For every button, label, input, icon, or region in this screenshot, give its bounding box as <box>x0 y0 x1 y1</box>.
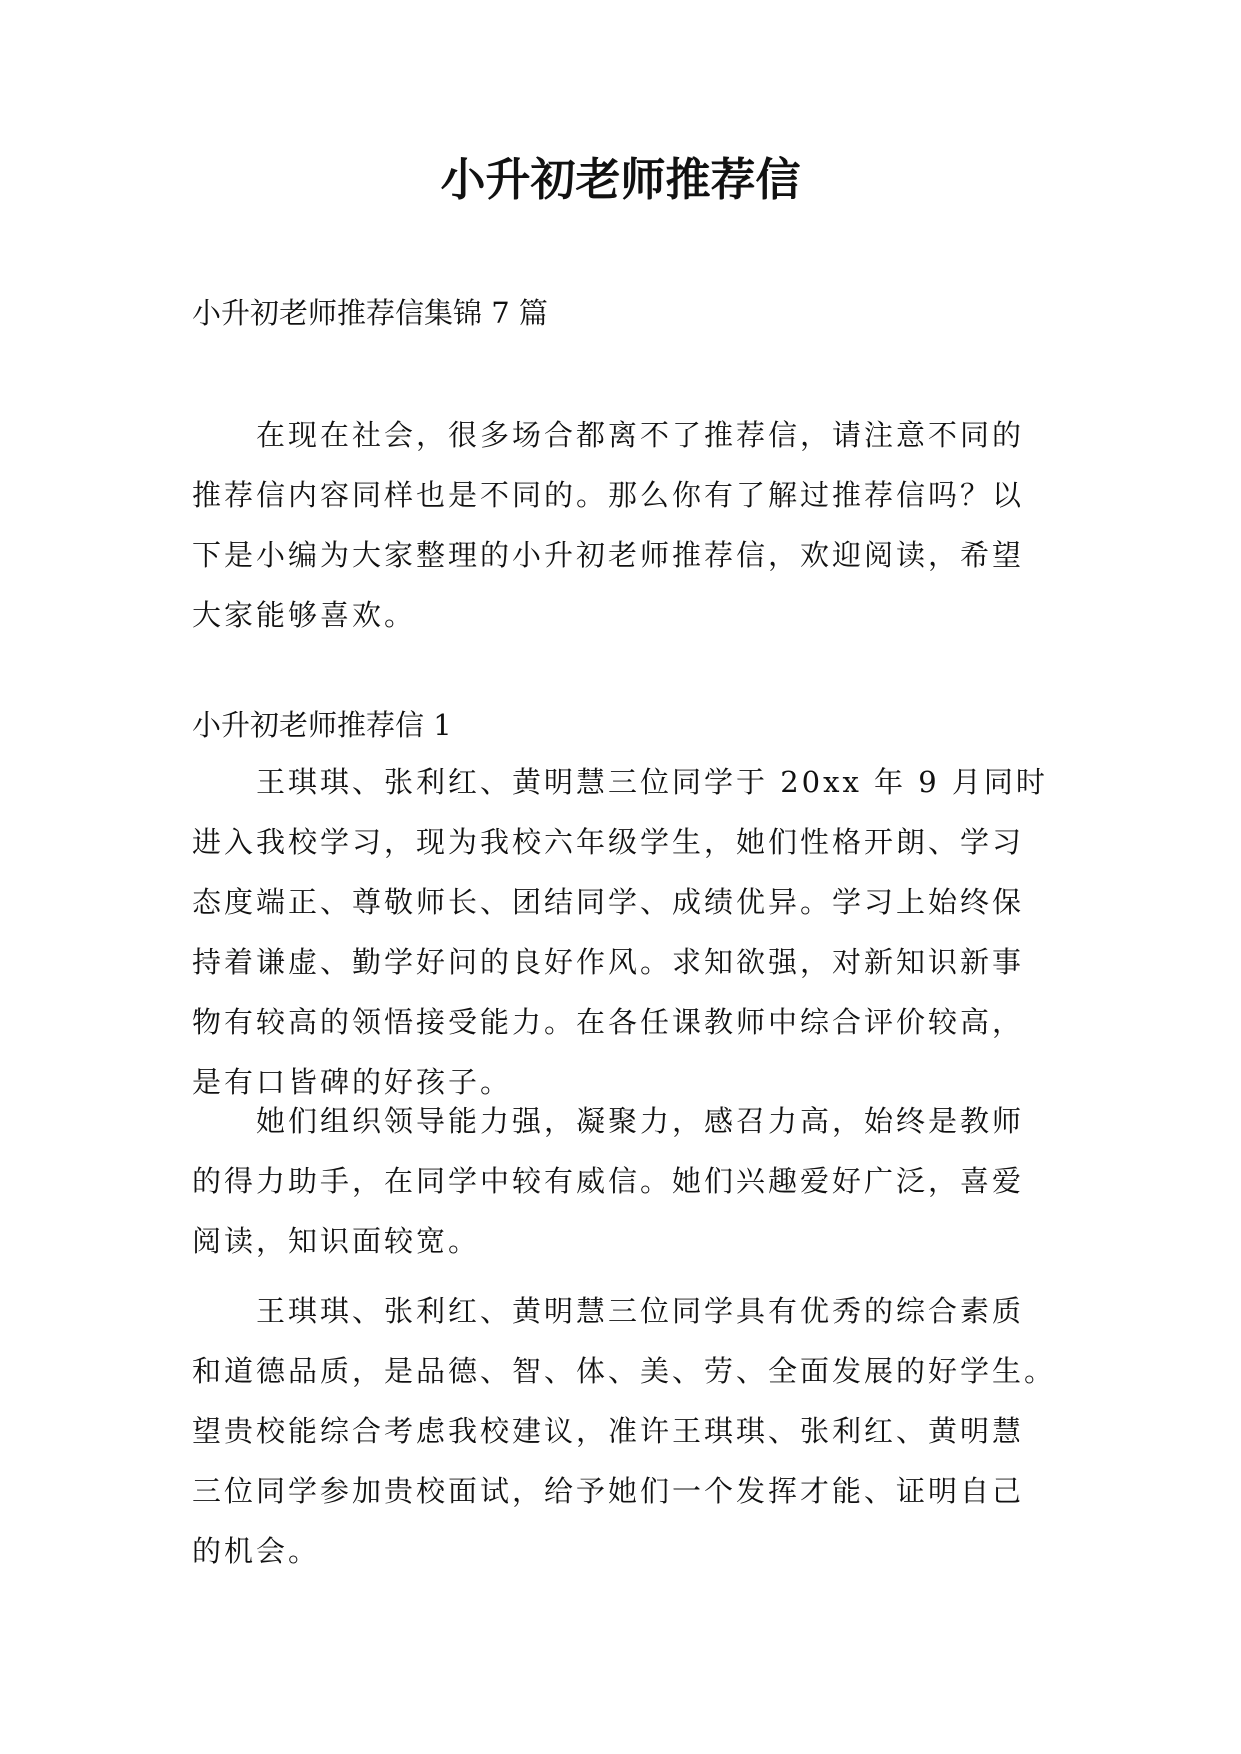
paragraph-line: 进入我校学习，现为我校六年级学生，她们性格开朗、学习 <box>192 825 1025 859</box>
paragraph-line: 是有口皆碑的好孩子。 <box>192 1065 513 1099</box>
paragraph-line: 三位同学参加贵校面试，给予她们一个发挥才能、证明自己 <box>192 1474 1025 1508</box>
paragraph-line: 和道德品质，是品德、智、体、美、劳、全面发展的好学生。 <box>192 1354 1057 1388</box>
paragraph-line: 物有较高的领悟接受能力。在各任课教师中综合评价较高， <box>192 1005 1025 1039</box>
paragraph-line: 王琪琪、张利红、黄明慧三位同学于 20xx 年 9 月同时 <box>192 765 1048 799</box>
letter-paragraph-1 <box>192 752 1076 1112</box>
paragraph-line: 的得力助手，在同学中较有威信。她们兴趣爱好广泛，喜爱 <box>192 1164 1025 1198</box>
letter-paragraph-2 <box>192 1091 1076 1271</box>
paragraph-line: 态度端正、尊敬师长、团结同学、成绩优异。学习上始终保 <box>192 885 1025 919</box>
letter-paragraph-3 <box>192 1281 1076 1581</box>
paragraph-line: 望贵校能综合考虑我校建议，准许王琪琪、张利红、黄明慧 <box>192 1414 1025 1448</box>
intro-paragraph <box>192 405 1076 645</box>
paragraph-line: 王琪琪、张利红、黄明慧三位同学具有优秀的综合素质 <box>192 1294 1025 1328</box>
paragraph-line: 她们组织领导能力强，凝聚力，感召力高，始终是教师 <box>192 1104 1025 1138</box>
intro-line: 下是小编为大家整理的小升初老师推荐信，欢迎阅读，希望 <box>192 538 1025 572</box>
paragraph-line: 阅读，知识面较宽。 <box>192 1224 481 1258</box>
document-title: 小升初老师推荐信 <box>440 153 801 206</box>
paragraph-line: 持着谦虚、勤学好问的良好作风。求知欲强，对新知识新事 <box>192 945 1025 979</box>
paragraph-line: 的机会。 <box>192 1534 321 1568</box>
intro-line: 在现在社会，很多场合都离不了推荐信，请注意不同的 <box>192 418 1025 452</box>
section-heading: 小升初老师推荐信 1 <box>192 708 452 742</box>
intro-line: 大家能够喜欢。 <box>192 598 417 632</box>
intro-line: 推荐信内容同样也是不同的。那么你有了解过推荐信吗？以 <box>192 478 1025 512</box>
document-subtitle: 小升初老师推荐信集锦 7 篇 <box>192 296 548 330</box>
